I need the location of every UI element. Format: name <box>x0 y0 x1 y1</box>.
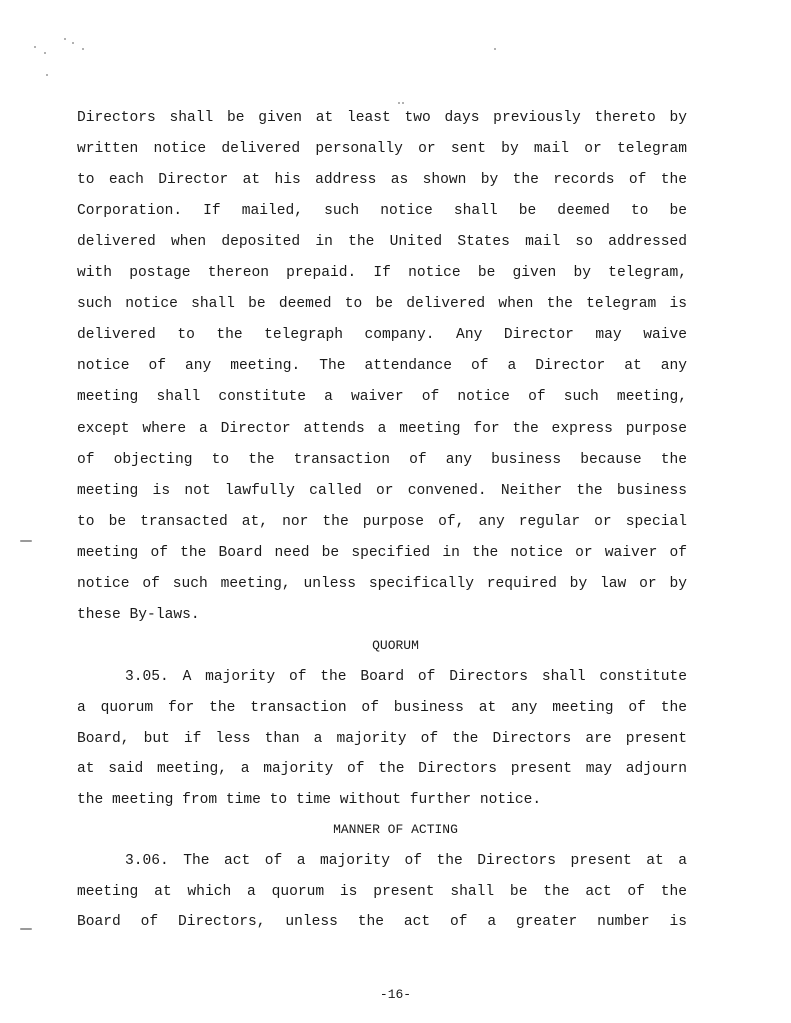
section-line: at said meeting, a majority of the Directors present may adjourn <box>77 761 687 777</box>
body-line: of objecting to the transaction of any business because the <box>77 452 687 468</box>
section-line: Board of Directors, unless the act of a greater number is <box>77 914 687 930</box>
body-line: to each Director at his address as shown by the records of the <box>77 172 687 188</box>
body-line: notice of any meeting. The attendance of a Director at any <box>77 358 687 374</box>
body-line: except where a Director attends a meeting for the express purpose <box>77 421 687 437</box>
body-line: written notice delivered personally or sent by mail or telegram <box>77 141 687 157</box>
body-line: with postage thereon prepaid. If notice be given by telegram, <box>77 265 687 281</box>
section-line: the meeting from time to time without further notice. <box>77 792 542 808</box>
section-line: 3.05. A majority of the Board of Directors shall constitute <box>125 669 687 685</box>
body-line: delivered to the telegraph company. Any Director may waive <box>77 327 687 343</box>
body-line: meeting is not lawfully called or convened. Neither the business <box>77 483 687 499</box>
body-line: these By-laws. <box>77 607 200 623</box>
section-line: a quorum for the transaction of business at any meeting of the <box>77 700 687 716</box>
section-line: 3.06. The act of a majority of the Directors present at a <box>125 853 687 869</box>
scan-speck <box>34 46 36 48</box>
scan-speck <box>72 42 74 44</box>
body-line: such notice shall be deemed to be delivered when the telegram is <box>77 296 687 312</box>
section-heading-quorum: QUORUM <box>372 638 419 653</box>
section-line: meeting at which a quorum is present shall be the act of the <box>77 884 687 900</box>
body-line: to be transacted at, nor the purpose of, any regular or special <box>77 514 687 530</box>
body-line: meeting of the Board need be specified in the notice or waiver of <box>77 545 687 561</box>
scan-speck <box>46 74 48 76</box>
section-heading-manner-of-acting: MANNER OF ACTING <box>333 822 458 837</box>
scan-speck <box>44 52 46 54</box>
body-line: Corporation. If mailed, such notice shall be deemed to be <box>77 203 687 219</box>
body-line: Directors shall be given at least two days previously thereto by <box>77 110 687 126</box>
scan-speck <box>402 102 404 104</box>
section-line: Board, but if less than a majority of the Directors are present <box>77 731 687 747</box>
scan-speck <box>398 102 400 104</box>
scan-speck <box>64 38 66 40</box>
body-line: notice of such meeting, unless specifically required by law or by <box>77 576 687 592</box>
scan-speck <box>82 48 84 50</box>
page-number: -16- <box>379 987 412 1002</box>
scan-mark <box>20 540 32 542</box>
scan-mark <box>20 928 32 930</box>
body-line: delivered when deposited in the United States mail so addressed <box>77 234 687 250</box>
scan-speck <box>494 48 496 50</box>
body-line: meeting shall constitute a waiver of notice of such meeting, <box>77 389 687 405</box>
